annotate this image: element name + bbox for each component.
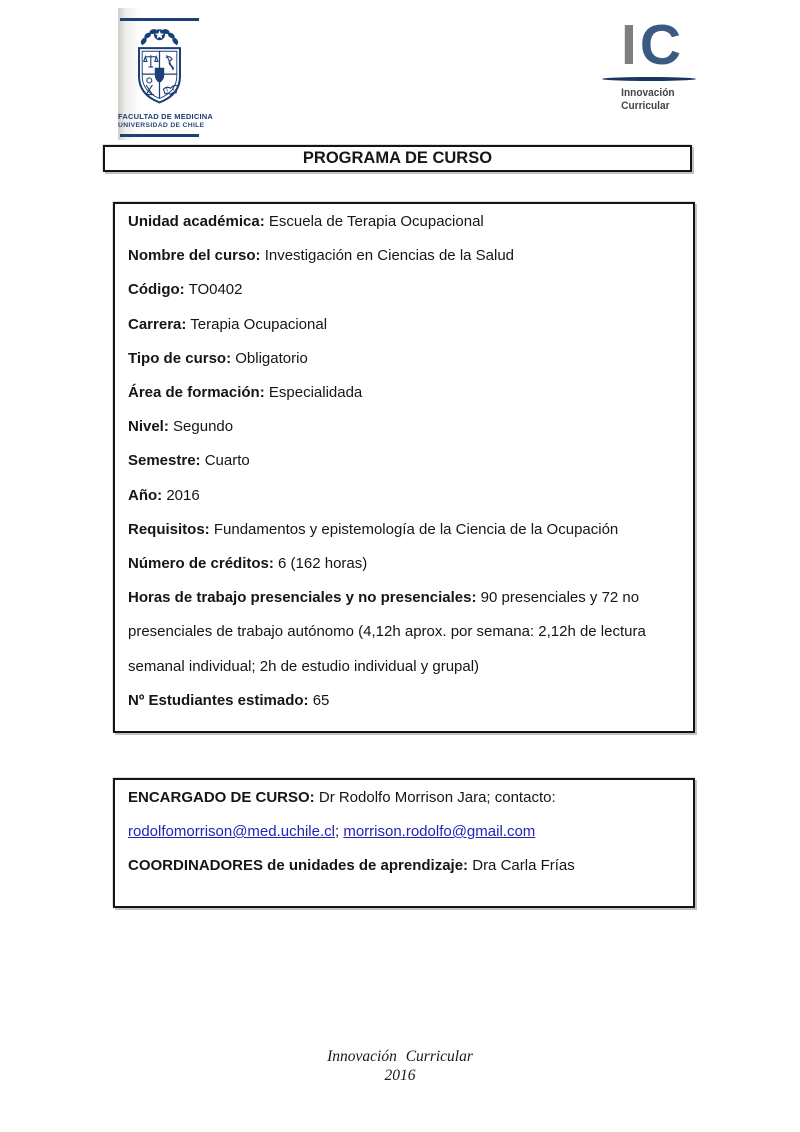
ic-letter-i: I — [621, 13, 640, 77]
contact-emails-line — [128, 815, 681, 849]
encargado-label: ENCARGADO DE CURSO: — [128, 789, 315, 806]
coordinators-value: Dra Carla Frías — [472, 857, 575, 874]
field-value: TO0402 — [188, 281, 243, 299]
field-label: Código: — [128, 281, 185, 299]
field-label: Año: — [128, 486, 163, 504]
faculty-logo — [118, 8, 213, 140]
university-crest-icon — [128, 22, 191, 112]
field-label: Nº Estudiantes estimado: — [128, 691, 309, 709]
ic-caption-line2: Curricular — [621, 100, 670, 112]
field-tipo-de-curso — [128, 342, 681, 376]
encargado-line — [128, 781, 681, 815]
ic-letter-c: C — [639, 13, 685, 77]
field-horas-de-trabajo — [128, 581, 681, 684]
field-value: 65 — [312, 691, 330, 709]
course-staff-box — [113, 778, 695, 908]
field-value: Escuela de Terapia Ocupacional — [268, 213, 484, 230]
field-unidad-academica — [128, 205, 681, 239]
document-title-box — [103, 145, 692, 172]
footer-line2: 2016 — [384, 1066, 416, 1084]
field-value: 2016 — [166, 486, 200, 504]
university-name: UNIVERSIDAD DE CHILE — [118, 122, 205, 129]
field-value: Terapia Ocupacional — [190, 315, 328, 333]
ic-logo — [600, 13, 700, 113]
field-estudiantes-estimado — [128, 684, 681, 718]
coordinators-line — [128, 849, 681, 883]
email-link-uchile[interactable]: rodolfomorrison@med.uchile.cl — [128, 823, 335, 840]
logo-bottom-rule — [120, 134, 199, 137]
field-value: Segundo — [173, 418, 234, 436]
field-label: Número de créditos: — [128, 555, 274, 573]
field-codigo — [128, 273, 681, 307]
field-label: Unidad académica: — [128, 213, 265, 230]
field-value: Fundamentos y epistemología de la Ciencia de la Ocupación — [213, 520, 619, 538]
field-value: 6 (162 horas) — [278, 555, 368, 573]
footer-line1: Innovación Curricular — [327, 1048, 473, 1065]
field-carrera — [128, 308, 681, 342]
field-semestre — [128, 444, 681, 478]
field-requisitos — [128, 513, 681, 547]
faculty-name: FACULTAD DE MEDICINA — [118, 112, 213, 121]
field-value: Cuarto — [204, 452, 250, 470]
field-label: Carrera: — [128, 315, 187, 333]
field-value: 90 presenciales y 72 no presenciales de trabajo autónomo (4,12h aprox. por semana: 2,12h de lectura semanal individual; 2h de estudio individual y grupal) — [128, 589, 646, 675]
field-value: Obligatorio — [235, 349, 308, 367]
field-nombre-del-curso — [128, 239, 681, 273]
email-link-gmail[interactable]: morrison.rodolfo@gmail.com — [343, 823, 536, 840]
field-numero-de-creditos — [128, 547, 681, 581]
field-label: Área de formación: — [128, 384, 265, 402]
field-label: Nivel: — [128, 418, 169, 436]
field-label: Semestre: — [128, 452, 201, 470]
field-nivel — [128, 410, 681, 444]
field-label: Tipo de curso: — [128, 349, 232, 367]
field-area-de-formacion — [128, 376, 681, 410]
coordinators-label: COORDINADORES de unidades de aprendizaje: — [128, 857, 469, 874]
field-value: Investigación en Ciencias de la Salud — [264, 247, 515, 265]
email-separator: ; — [334, 823, 340, 840]
field-label: Horas de trabajo presenciales y no presenciales: — [128, 589, 477, 607]
ic-logo-caption — [600, 87, 692, 113]
field-label: Nombre del curso: — [128, 247, 261, 265]
page-title: PROGRAMA DE CURSO — [302, 149, 493, 167]
field-label: Requisitos: — [128, 520, 210, 538]
ic-logo-letters — [600, 13, 700, 77]
logo-top-rule — [120, 18, 199, 21]
encargado-value: Dr Rodolfo Morrison Jara; contacto: — [318, 789, 556, 806]
page-footer — [0, 1048, 800, 1085]
ic-caption-line1: Innovación — [621, 87, 675, 99]
field-value: Especialidada — [268, 384, 363, 402]
ic-logo-rule — [602, 77, 696, 81]
course-info-box — [113, 202, 695, 733]
field-ano — [128, 479, 681, 513]
